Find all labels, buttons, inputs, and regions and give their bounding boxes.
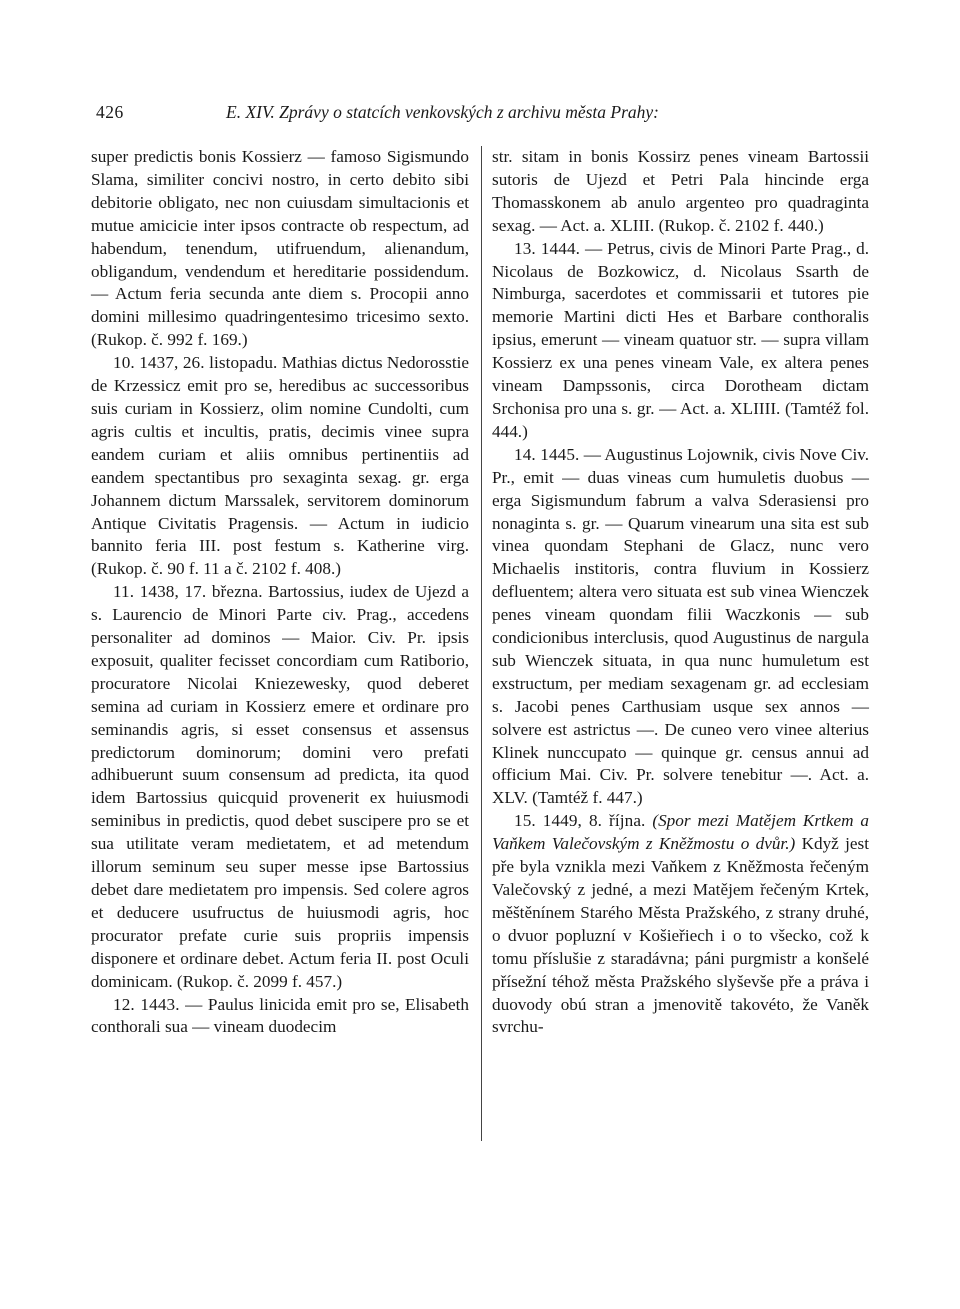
continued-paragraph: super predictis bonis Kossierz — famoso Sigismundo Slama, similiter concivi nostro, in certo debito sibi debitorie obligato, nec non cuiusdam simultacionis et mutue amicicie inter ipsos contracte ob respectum, ad habendum, tenendum, utifruendum, alienandum, obligandum, vendendum et hereditarie possidendum. — Actum feria secunda ante diem s. Procopii anno domini millesimo quadringentesimo tricesimo sexto. (Rukop. č. 992 f. 169.) [91,147,469,350]
right-column [492,146,869,1039]
entry-14-text: — Augustinus Lojownik, civis Nove Civ. Pr., emit — duas vineas cum humuletis duobus — erga Sigismundum fabrum a valva Sderasiensi pro nonaginta s. gr. — Quarum vinearum una sita est sub vinea quondam Stephani de Glacz, nunc vero Michaelis institoris, contra fluvium in Kossierz defluentem; altera vero situata est sub vinea Wienczek penes vineam quondam filii Waczkonis — sub condicionibus interclusis, quod Augustinus de nargula sub Wienczek situata, in qua nunc humuletum est exstructum, per mediam sexagenam gr. ad ecclesiam s. Jacobi penes Carthusiam usque sex annos — solvere est astrictus —. De cuneo vero vinee alterius Klinek nunccupato — quinque gr. census annui ad officium Mai. Civ. Pr. solvere tenebitur —. Act. a. XLV. (Tamtéž f. 447.) [492,444,869,808]
entry-13 [492,238,869,444]
entry-10 [91,352,469,581]
page-header [90,98,876,126]
entry-15 [492,810,869,1039]
entry-10-text: Mathias dictus Nedorosstie de Krzessicz emit pro se, heredibus ac successoribus suis curiam in Kossierz, olim nomine Cundolti, cum agris cultis et incultis, pratis, decimis vinee supra eandem curiam et aliis omnibus pertinentiis ad eandem spectantibus pro sexaginta sexag. gr. erga Johannem dictum Marssalek, servitorem dominorum Antique Civitatis Pragensis. — Actum in iudicio bannito feria III. post festum s. Katherine virg. (Rukop. č. 90 f. 11 a č. 2102 f. 408.) [91,353,470,579]
entry-11-text: Bartossius, iudex de Ujezd a s. Laurencio de Minori Parte civ. Prag., accedens personaliter ad dominos — Maior. Civ. Pr. ipsis exposuit, qualiter fecisset concordiam cum Ratiborio, procuratore Nicolai Kniezewesky, quod deberet semina ad curiam in Kossierz emere et ordinare pro seminandis agris, si esset consensus et assensus predictorum dominorum; domini vero prefati adhibuerunt suum consensum ad predicta, ita quod idem Bartossius quicquid provenerit ex huiusmodi seminibus in predictis, quod debet suscipere pro se et sua utilitate veram medietatem, et ad metendum illorum seminum seu super messe ipse Bartossius debet dare medietatem pro impensis. Sed colere agros et deducere usufructus de huiusmodi agris, hoc procurator prefate curie suis propriis impensis disponere et ordinare debet. Actum feria II. post Oculi dominicam. (Rukop. č. 2099 f. 457.) [91,582,469,991]
entry-13-date: 13. 1444. [514,238,581,258]
left-column [91,146,469,1039]
running-title: E. XIV. Zprávy o statcích venkovských z archivu města Prahy: [226,102,659,122]
entry-12 [91,994,469,1040]
entry-15-date: 15. 1449, 8. října. [514,811,646,831]
page-number: 426 [96,102,124,122]
entry-14-date: 14. 1445. [514,444,580,464]
entry-15-title: (Spor mezi Matějem Krtkem a Vaňkem Valečovským z Kněžmostu o dvůr.) [492,811,869,854]
entry-12-date: 12. 1443. [113,994,180,1014]
entry-14 [492,444,869,811]
column-divider [481,146,482,1141]
entry-10-date: 10. 1437, 26. listopadu. [113,353,278,373]
entry-11-date: 11. 1438, 17. března. [113,582,263,602]
entry-12-text: — Paulus linicida emit pro se, Elisabeth conthorali sua — vineam duodecim [91,994,469,1037]
entry-11 [91,581,469,993]
continued-paragraph-right: str. sitam in bonis Kossirz penes vineam Bartossii sutoris de Ujezd et Petri Pala hincinde erga Thomasskonem ab anulo argenteo pro quadraginta sexag. — Act. a. XLIII. (Rukop. č. 2102 f. 440.) [492,147,869,235]
entry-15-text: Když jest pře byla vznikla mezi Vaňkem z Kněžmosta řečeným Valečovský z jedné, a mezi Matějem řečeným Krtek, měštěnínem Starého Města Pražského, z strany druhé, o dvuor popluzní v Košieřiech i o to všecko, což k tomu příslušie z staradávna; páni purgmistr a konšelé přísežní téhož města Pražského slyševše pře a práva i duovody obú stran a jmenovitě takovéto, že Vaněk svrchu- [492,834,869,1037]
entry-13-text: — Petrus, civis de Minori Parte Prag., d. Nicolaus de Bozkowicz, d. Nicolaus Ssarth de Nimburga, sacerdotes et commissarii et tutores pie memorie Martini dicti Hes et Barbare conthoralis ipsius, emerunt — vineam quatuor str. — supra villam Kossierz ex una penes vineam Vale, ex altera penes vineam Dampssonis, circa Dorotheam dictam Srchonisa pro una s. gr. — Act. a. XLIIII. (Tamtéž fol. 444.) [492,238,869,441]
